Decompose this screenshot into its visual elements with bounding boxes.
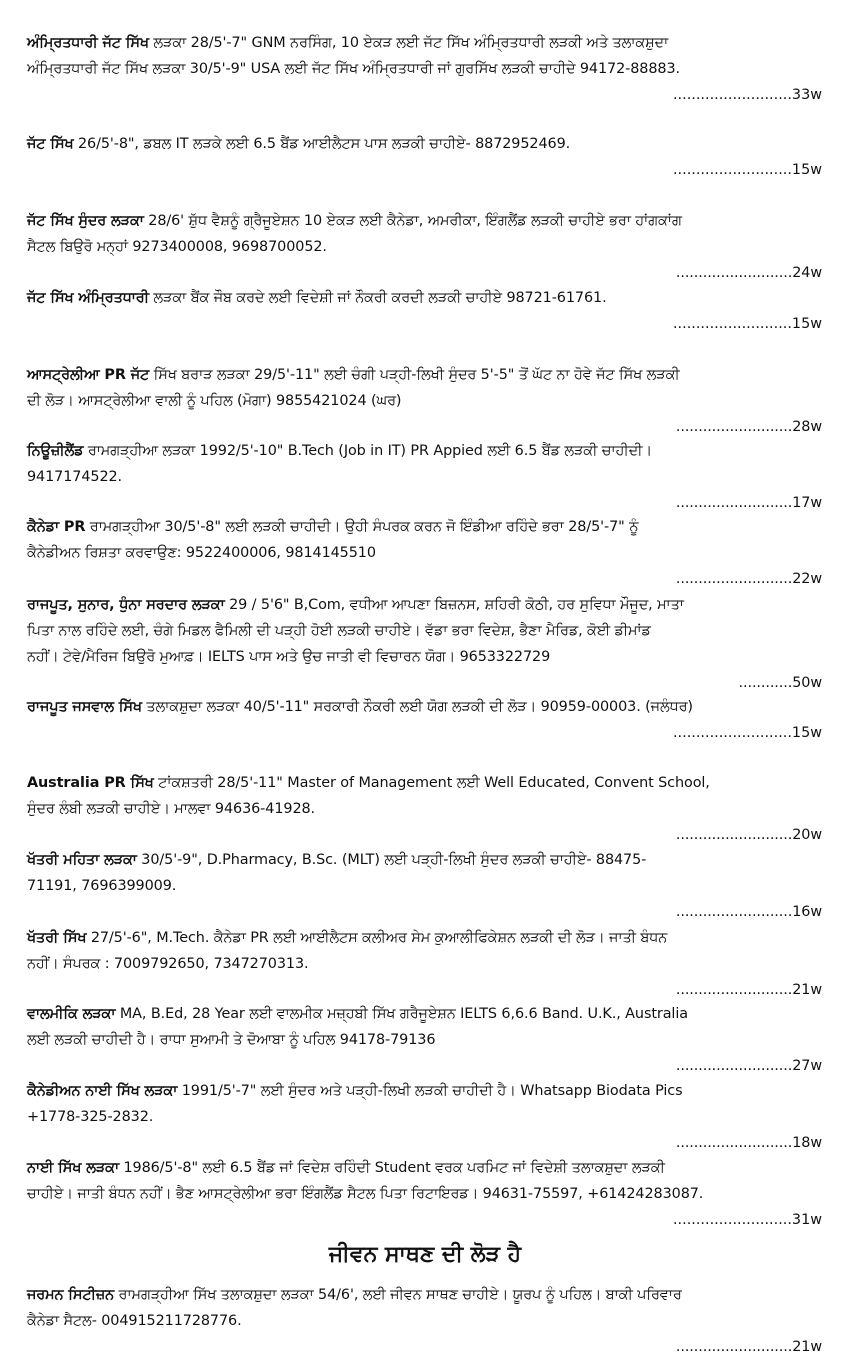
ad-line	[27, 438, 822, 464]
ad-text: 27/5'-6", M.Tech. ਕੈਨੇਡਾ PR ਲਈ ਆਈਲੈਟਸ ਕਲੀਅਰ ਸੇਮ ਕੁਆਲੀਫਿਕੇਸ਼ਨ ਲੜਕੀ ਦੀ ਲੋੜ। ਜਾਤੀ ਬੰਧਨ	[86, 930, 668, 946]
word-count: ..........................18w	[675, 1135, 822, 1151]
matrimonial-ad	[27, 285, 822, 337]
ad-lead: ਅੰਮ੍ਰਿਤਧਾਰੀ ਜੱਟ ਸਿੱਖ	[27, 35, 149, 51]
ad-text: ਰਾਮਗੜ੍ਹੀਆ ਲੜਕਾ 1992/5'-10" B.Tech (Job in IT) PR Appied ਲਈ 6.5 ਬੈਂਡ ਲੜਕੀ ਚਾਹੀਦੀ।	[83, 443, 652, 459]
ad-text: 9417174522.	[27, 469, 123, 485]
word-count: ..........................15w	[672, 725, 822, 741]
word-count: ..........................24w	[675, 265, 822, 281]
ad-lead: ਵਾਲਮੀਕਿ ਲੜਕਾ	[27, 1006, 116, 1022]
word-count: ..........................22w	[675, 571, 822, 587]
ad-lead: ਜੱਟ ਸਿੱਖ	[27, 136, 74, 152]
ad-lead: ਕੈਨੇਡੀਅਨ ਨਾਈ ਸਿੱਖ ਲੜਕਾ	[27, 1083, 178, 1099]
ad-lead: ਖੱਤਰੀ ਮਹਿਤਾ ਲੜਕਾ	[27, 852, 137, 868]
ad-line	[27, 1001, 822, 1027]
ad-lead: ਕੈਨੇਡਾ PR	[27, 519, 86, 535]
ad-line: ਪਿਤਾ ਨਾਲ ਰਹਿੰਦੇ ਲਈ, ਚੰਗੇ ਮਿਡਲ ਫੈਮਿਲੀ ਦੀ ਪੜ੍ਹੀ ਹੋਈ ਲੜਕੀ ਚਾਹੀਏ। ਵੱਡਾ ਭਰਾ ਵਿਦੇਸ਼, ਭੈਣਾ ਮੈਰਿਡ, ਕੋਈ ਡੀਮਾਂਡ	[27, 623, 651, 639]
ad-line	[27, 1104, 822, 1151]
word-count: ............50w	[738, 675, 822, 691]
ad-line	[27, 1282, 822, 1308]
ad-line	[27, 770, 822, 796]
ad-line	[27, 847, 822, 873]
ad-lead: ਆਸਟ੍ਰੇਲੀਆ PR ਜੱਟ	[27, 367, 150, 383]
ad-lead: ਜਰਮਨ ਸਿਟੀਜ਼ਨ	[27, 1287, 115, 1303]
matrimonial-ad	[27, 694, 822, 746]
word-count: ..........................31w	[672, 1212, 822, 1228]
ad-text: ਲੜਕਾ ਬੈਂਕ ਜੌਬ ਕਰਦੇ ਲਈ ਵਿਦੇਸ਼ੀ ਜਾਂ ਨੌਕਰੀ ਕਰਦੀ ਲੜਕੀ ਚਾਹੀਏ 98721-61761.	[148, 290, 607, 306]
ad-text: MA, B.Ed, 28 Year ਲਈ ਵਾਲਮੀਕ ਮਜ਼੍ਹਬੀ ਸਿੱਖ ਗਰੈਜੂਏਸ਼ਨ IELTS 6,6.6 Band. U.K., Australia	[115, 1006, 688, 1022]
ad-text: 28/6' ਸ਼ੁੱਧ ਵੈਸ਼ਨੂੰ ਗ੍ਰੈਜੂਏਸ਼ਨ 10 ਏਕੜ ਲਈ ਕੈਨੇਡਾ, ਅਮਰੀਕਾ, ਇੰਗਲੈਂਡ ਲੜਕੀ ਚਾਹੀਏ ਭਰਾ ਹਾਂਗਕਾਂਗ	[143, 213, 682, 229]
ad-text: 1991/5'-7" ਲਈ ਸੁੰਦਰ ਅਤੇ ਪੜ੍ਹੀ-ਲਿਖੀ ਲੜਕੀ ਚਾਹੀਦੀ ਹੈ। Whatsapp Biodata Pics	[177, 1083, 683, 1099]
section-heading: ਜੀਵਨ ਸਾਥਣ ਦੀ ਲੋੜ ਹੈ	[328, 1242, 522, 1267]
ad-text: ਨਹੀਂ। ਟੇਵੇ/ਮੈਰਿਜ ਬਿਉਰੋ ਮੁਆਫ਼। IELTS ਪਾਸ ਅਤੇ ਉਚ ਜਾਤੀ ਵੀ ਵਿਚਾਰਨ ਯੋਗ। 9653322729	[27, 649, 551, 665]
ad-text: ਸੈਟਲ ਬਿਉਰੋ ਮਨ੍ਹਾਂ 9273400008, 9698700052.	[27, 239, 327, 255]
ad-line: ਚਾਹੀਏ। ਜਾਤੀ ਬੰਧਨ ਨਹੀਂ। ਭੈਣ ਆਸਟ੍ਰੇਲੀਆ ਭਰਾ ਇੰਗਲੈਂਡ ਸੈਟਲ ਪਿਤਾ ਰਿਟਾਇਰਡ। 94631-75597, +61424283087.	[27, 1186, 704, 1202]
ad-line	[27, 30, 822, 56]
ad-text: 30/5'-9", D.Pharmacy, B.Sc. (MLT) ਲਈ ਪੜ੍ਹੀ-ਲਿਖੀ ਸੁੰਦਰ ਲੜਕੀ ਚਾਹੀਏ- 88475-	[136, 852, 647, 868]
ad-line	[27, 694, 822, 720]
ad-line	[27, 1308, 822, 1355]
word-count: ..........................16w	[675, 904, 822, 920]
word-count: ..........................21w	[675, 1339, 822, 1355]
ad-text: ਸਿੱਖ ਬਰਾੜ ਲੜਕਾ 29/5'-11" ਲਈ ਚੰਗੀ ਪੜ੍ਹੀ-ਲਿਖੀ ਸੁੰਦਰ 5'-5" ਤੋਂ ਘੱਟ ਨਾ ਹੋਵੇ ਜੱਟ ਸਿੱਖ ਲੜਕੀ	[149, 367, 680, 383]
ad-line	[27, 951, 822, 998]
word-count: ..........................15w	[672, 316, 822, 332]
ad-lead: Australia PR ਸਿੱਖ	[27, 775, 154, 791]
ad-text: ਕੈਨੇਡੀਅਨ ਰਿਸ਼ਤਾ ਕਰਵਾਉਣ: 9522400006, 9814145510	[27, 545, 376, 561]
ad-text: 26/5'-8", ਡਬਲ IT ਲੜਕੇ ਲਈ 6.5 ਬੈਂਡ ਆਈਲੈਟਸ ਪਾਸ ਲੜਕੀ ਚਾਹੀਏ- 8872952469.	[73, 136, 571, 152]
ad-line	[27, 514, 822, 540]
ad-text: ਰਾਮਗੜ੍ਹੀਆ ਸਿੱਖ ਤਲਾਕਸ਼ੁਦਾ ਲੜਕਾ 54/6', ਲਈ ਜੀਵਨ ਸਾਥਣ ਚਾਹੀਏ। ਯੂਰਪ ਨੂੰ ਪਹਿਲ। ਬਾਕੀ ਪਰਿਵਾਰ	[114, 1287, 682, 1303]
word-count: ..........................27w	[675, 1058, 822, 1074]
word-count: ..........................17w	[675, 495, 822, 511]
ad-line	[27, 540, 822, 587]
ad-text: ਰਾਮਗੜ੍ਹੀਆ 30/5'-8" ਲਈ ਲੜਕੀ ਚਾਹੀਦੀ। ਉਹੀ ਸੰਪਰਕ ਕਰਨ ਜੋ ਇੰਡੀਆ ਰਹਿੰਦੇ ਭਰਾ 28/5'-7" ਨੂੰ	[85, 519, 639, 535]
ad-line: ਅੰਮ੍ਰਿਤਧਾਰੀ ਜੱਟ ਸਿੱਖ ਲੜਕਾ 30/5'-9" USA ਲਈ ਜੱਟ ਸਿੱਖ ਅੰਮ੍ਰਿਤਧਾਰੀ ਜਾਂ ਗੁਰਸਿੱਖ ਲੜਕੀ ਚਾਹੀਦੇ 94172-88883.	[27, 61, 680, 77]
ad-text: ਨਹੀਂ। ਸੰਪਰਕ : 7009792650, 7347270313.	[27, 956, 309, 972]
matrimonial-ad	[27, 592, 822, 691]
matrimonial-ad	[27, 1282, 822, 1355]
ad-line	[27, 388, 822, 435]
matrimonial-ad	[27, 30, 822, 108]
matrimonial-ad	[27, 1155, 822, 1233]
ad-line	[27, 592, 822, 618]
ad-line	[27, 796, 822, 843]
ad-line	[27, 131, 822, 157]
matrimonial-ad	[27, 438, 822, 511]
ad-line	[27, 464, 822, 511]
ad-text: ਤਲਾਕਸ਼ੁਦਾ ਲੜਕਾ 40/5'-11" ਸਰਕਾਰੀ ਨੌਕਰੀ ਲਈ ਯੋਗ ਲੜਕੀ ਦੀ ਲੋੜ। 90959-00003. (ਜਲੰਧਰ)	[141, 699, 693, 715]
ad-line	[27, 644, 822, 691]
ad-text: ਲੜਕਾ 28/5'-7" GNM ਨਰਸਿੰਗ, 10 ਏਕੜ ਲਈ ਜੱਟ ਸਿੱਖ ਅੰਮ੍ਰਿਤਧਾਰੀ ਲੜਕੀ ਅਤੇ ਤਲਾਕਸ਼ੁਦਾ	[148, 35, 669, 51]
ad-text: +1778-325-2832.	[27, 1109, 154, 1125]
ad-text: 71191, 7696399009.	[27, 878, 177, 894]
matrimonial-ad	[27, 847, 822, 920]
ad-lead: ਖੱਤਰੀ ਸਿੱਖ	[27, 930, 87, 946]
ad-text: ਲਈ ਲੜਕੀ ਚਾਹੀਦੀ ਹੈ। ਰਾਧਾ ਸੁਆਮੀ ਤੇ ਦੋਆਬਾ ਨੂੰ ਪਹਿਲ 94178-79136	[27, 1032, 436, 1048]
ad-line	[27, 873, 822, 920]
matrimonial-ad	[27, 925, 822, 998]
ad-line	[27, 285, 822, 311]
ad-text: 1986/5'-8" ਲਈ 6.5 ਬੈਂਡ ਜਾਂ ਵਿਦੇਸ਼ ਰਹਿੰਦੀ Student ਵਰਕ ਪਰਮਿਟ ਜਾਂ ਵਿਦੇਸ਼ੀ ਤਲਾਕਸ਼ੁਦਾ ਲੜਕੀ	[118, 1160, 665, 1176]
matrimonial-ad	[27, 1078, 822, 1151]
ad-lead: ਰਾਜਪੂਤ, ਸੁਨਾਰ, ਧੁੰਨਾ ਸਰਦਾਰ ਲੜਕਾ	[27, 597, 225, 613]
ad-lead: ਨਿਊਜ਼ੀਲੈਂਡ	[27, 443, 84, 459]
ad-text: ਟਾਂਕਸ਼ਤਰੀ 28/5'-11" Master of Management ਲਈ Well Educated, Convent School,	[153, 775, 710, 791]
matrimonial-ad	[27, 770, 822, 843]
word-count: ..........................15w	[672, 162, 822, 178]
ad-line	[27, 362, 822, 388]
ad-line	[27, 208, 822, 234]
ad-line	[27, 234, 822, 281]
ad-text: ਦੀ ਲੋੜ। ਆਸਟ੍ਰੇਲੀਆ ਵਾਲੀ ਨੂੰ ਪਹਿਲ (ਮੋਗਾ) 9855421024 (ਘਰ)	[27, 393, 402, 409]
ad-line	[27, 1027, 822, 1074]
matrimonial-ad	[27, 1001, 822, 1074]
ad-lead: ਨਾਈ ਸਿੱਖ ਲੜਕਾ	[27, 1160, 119, 1176]
matrimonial-ad	[27, 514, 822, 587]
word-count: ..........................33w	[672, 87, 822, 103]
ad-text: 29 / 5'6" B,Com, ਵਧੀਆ ਆਪਣਾ ਬਿਜ਼ਨਸ, ਸ਼ਹਿਰੀ ਕੋਠੀ, ਹਰ ਸੁਵਿਧਾ ਮੌਜੂਦ, ਮਾਤਾ	[224, 597, 684, 613]
ad-line	[27, 925, 822, 951]
word-count: ..........................21w	[675, 982, 822, 998]
ad-line	[27, 1155, 822, 1181]
ad-lead: ਜੱਟ ਸਿੱਖ ਅੰਮ੍ਰਿਤਧਾਰੀ	[27, 290, 149, 306]
ad-line	[27, 1078, 822, 1104]
matrimonial-ad	[27, 362, 822, 435]
ad-lead: ਰਾਜਪੂਤ ਜਸਵਾਲ ਸਿੱਖ	[27, 699, 142, 715]
word-count: ..........................28w	[675, 419, 822, 435]
word-count: ..........................20w	[675, 827, 822, 843]
ad-lead: ਜੱਟ ਸਿੱਖ ਸੁੰਦਰ ਲੜਕਾ	[27, 213, 144, 229]
matrimonial-ad	[27, 208, 822, 281]
matrimonial-ad	[27, 131, 822, 183]
ad-text: ਸੁੰਦਰ ਲੰਬੀ ਲੜਕੀ ਚਾਹੀਏ। ਮਾਲਵਾ 94636-41928.	[27, 801, 316, 817]
ad-text: ਕੈਨੇਡਾ ਸੈਟਲ- 004915211728776.	[27, 1313, 242, 1329]
